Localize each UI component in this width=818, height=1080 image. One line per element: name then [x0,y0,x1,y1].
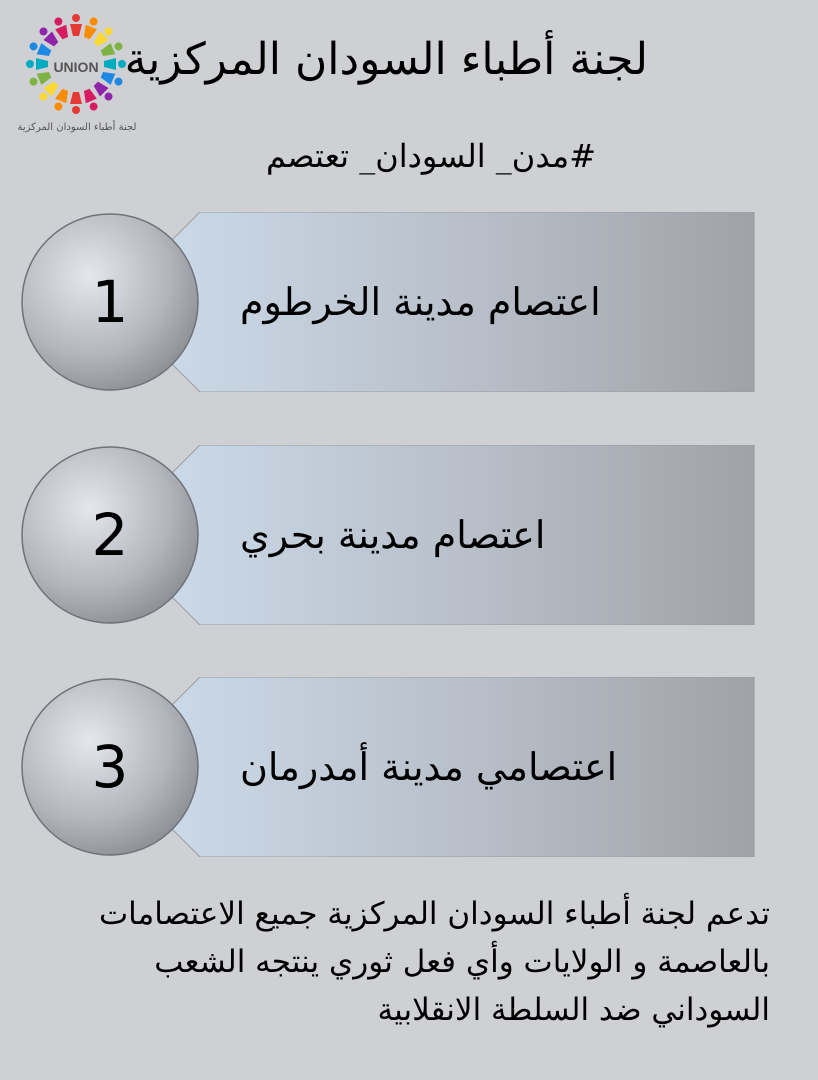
item-number: 2 [91,501,129,569]
list-item [20,212,756,392]
footer-line: تدعم لجنة أطباء السودان المركزية جميع الاعتصامات [99,896,770,932]
item-label: اعتصام مدينة الخرطوم [240,280,601,324]
logo-person-icon [26,58,48,70]
logo-text: UNION [53,59,99,75]
logo-person-icon [36,24,60,48]
list-item [20,677,756,857]
item-number: 1 [91,268,129,336]
list-item [20,445,756,625]
footer-statement [60,890,770,1034]
hashtag: #مدن_ السودان_ تعتصم [266,137,596,175]
footer-line: بالعاصمة و الولايات وأي فعل ثوري ينتجه الشعب [154,944,770,980]
item-label: اعتصام مدينة بحري [240,513,546,557]
item-number: 3 [91,733,129,801]
logo-person-icon [70,92,82,114]
logo-person-icon [36,80,60,104]
logo-person-icon [104,58,126,70]
item-label: اعتصامي مدينة أمدرمان [240,745,618,789]
footer-line: السوداني ضد السلطة الانقلابية [377,992,770,1028]
page-title: لجنة أطباء السودان المركزية [124,34,648,85]
logo-people-ring-icon [22,10,130,118]
logo-person-icon [92,24,116,48]
logo-person-icon [92,80,116,104]
logo-caption: لجنة أطباء السودان المركزية [17,122,137,133]
logo-person-icon [70,14,82,36]
